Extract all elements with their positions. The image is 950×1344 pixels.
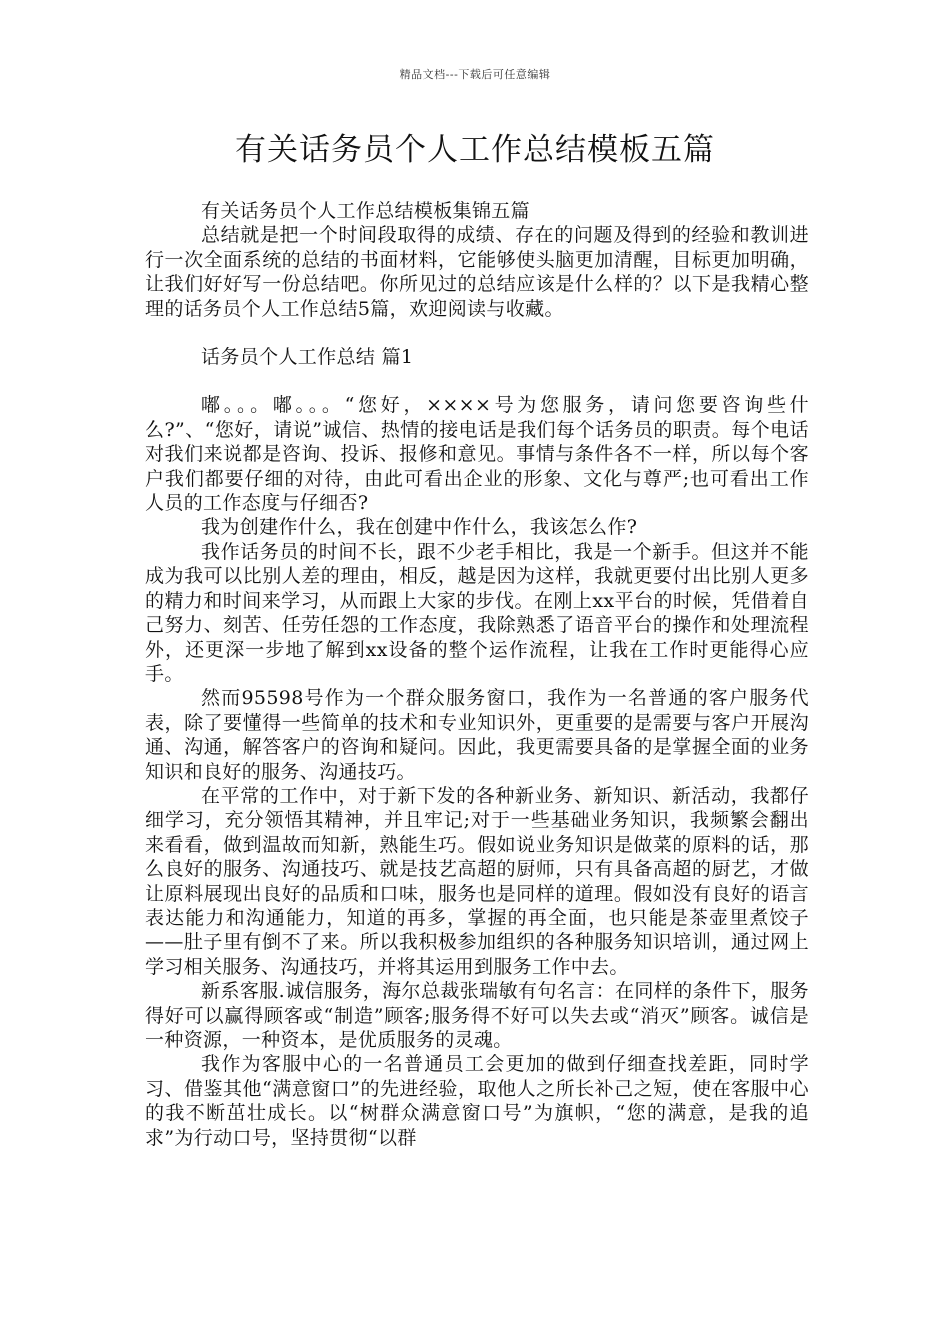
header-note: 精品文档---下载后可任意编辑 [399,68,551,81]
intro-paragraph: 总结就是把一个时间段取得的成绩、存在的问题及得到的经验和教训进行一次全面系统的总结的书面材料，它能够使头脑更加清醒，目标更加明确，让我们好好写一份总结吧。你所见过的总结应该是什么样的？以下是我精心整理的话务员个人工作总结5篇，欢迎阅读与收藏。 [145,224,809,320]
body-paragraph-4: 然而95598号作为一个群众服务窗口，我作为一名普通的客户服务代表，除了要懂得一些简单的技术和专业知识外，更重要的是需要与客户开展沟通、沟通，解答客户的咨询和疑问。因此，我更需要具备的是掌握全面的业务知识和良好的服务、沟通技巧。 [145,687,809,783]
section-heading: 话务员个人工作总结 篇1 [201,346,414,369]
document-title: 有关话务员个人工作总结模板五篇 [235,132,715,168]
spacer [145,321,809,345]
body-paragraph-7: 我作为客服中心的一名普通员工会更加的做到仔细查找差距，同时学习、借鉴其他“满意窗口”的先进经验，取他人之所长补己之短，使在客服中心的我不断茁壮成长。以“树群众满意窗口号”为旗帜，“您的满意，是我的追求”为行动口号，坚持贯彻“以群 [145,1053,809,1149]
body-paragraph-2: 我为创建作什么，我在创建中作什么，我该怎么作? [201,516,638,539]
body-paragraph-6: 新系客服.诚信服务，海尔总裁张瑞敏有句名言：在同样的条件下，服务得好可以赢得顾客或“制造”顾客;服务得不好可以失去或“消灭”顾客。诚信是一种资源，一种资本，是优质服务的灵魂。 [145,980,809,1051]
body-paragraph-5: 在平常的工作中，对于新下发的各种新业务、新知识、新活动，我都仔细学习，充分领悟其精神，并且牢记;对于一些基础业务知识，我频繁会翻出来看看，做到温故而知新，熟能生巧。假如说业务知识是做菜的原料的话，那么良好的服务、沟通技巧、就是技艺高超的厨师，只有具备高超的厨艺，才做让原料展现出良好的品质和口味，服务也是同样的道理。假如没有良好的语言表达能力和沟通能力，知道的再多，掌握的再全面，也只能是茶壶里煮饺子——肚子里有倒不了来。所以我积极参加组织的各种服务知识培训，通过网上学习相关服务、沟通技巧，并将其运用到服务工作中去。 [145,784,809,978]
body-paragraph-1: 嘟。。。嘟。。。“您好，××××号为您服务，请问您要咨询些什么?”、“您好，请说”诚信、热情的接电话是我们每个话务员的职责。每个电话对我们来说都是咨询、投诉、报修和意见。事情与条件各不一样，所以每个客户我们都要仔细的对待，由此可看出企业的形象、文化与尊严;也可看出工作人员的工作态度与仔细否? [145,394,809,515]
document-body [145,199,809,1150]
intro-subtitle: 有关话务员个人工作总结模板集锦五篇 [201,200,530,222]
spacer [145,369,809,393]
body-paragraph-3: 我作话务员的时间不长，跟不少老手相比，我是一个新手。但这并不能成为我可以比别人差的理由，相反，越是因为这样，我就更要付出比别人更多的精力和时间来学习，从而跟上大家的步伐。在刚上xx平台的时候，凭借着自己努力、刻苦、任劳任怨的工作态度，我除熟悉了语音平台的操作和处理流程外，还更深一步地了解到xx设备的整个运作流程，让我在工作时更能得心应手。 [145,540,809,685]
